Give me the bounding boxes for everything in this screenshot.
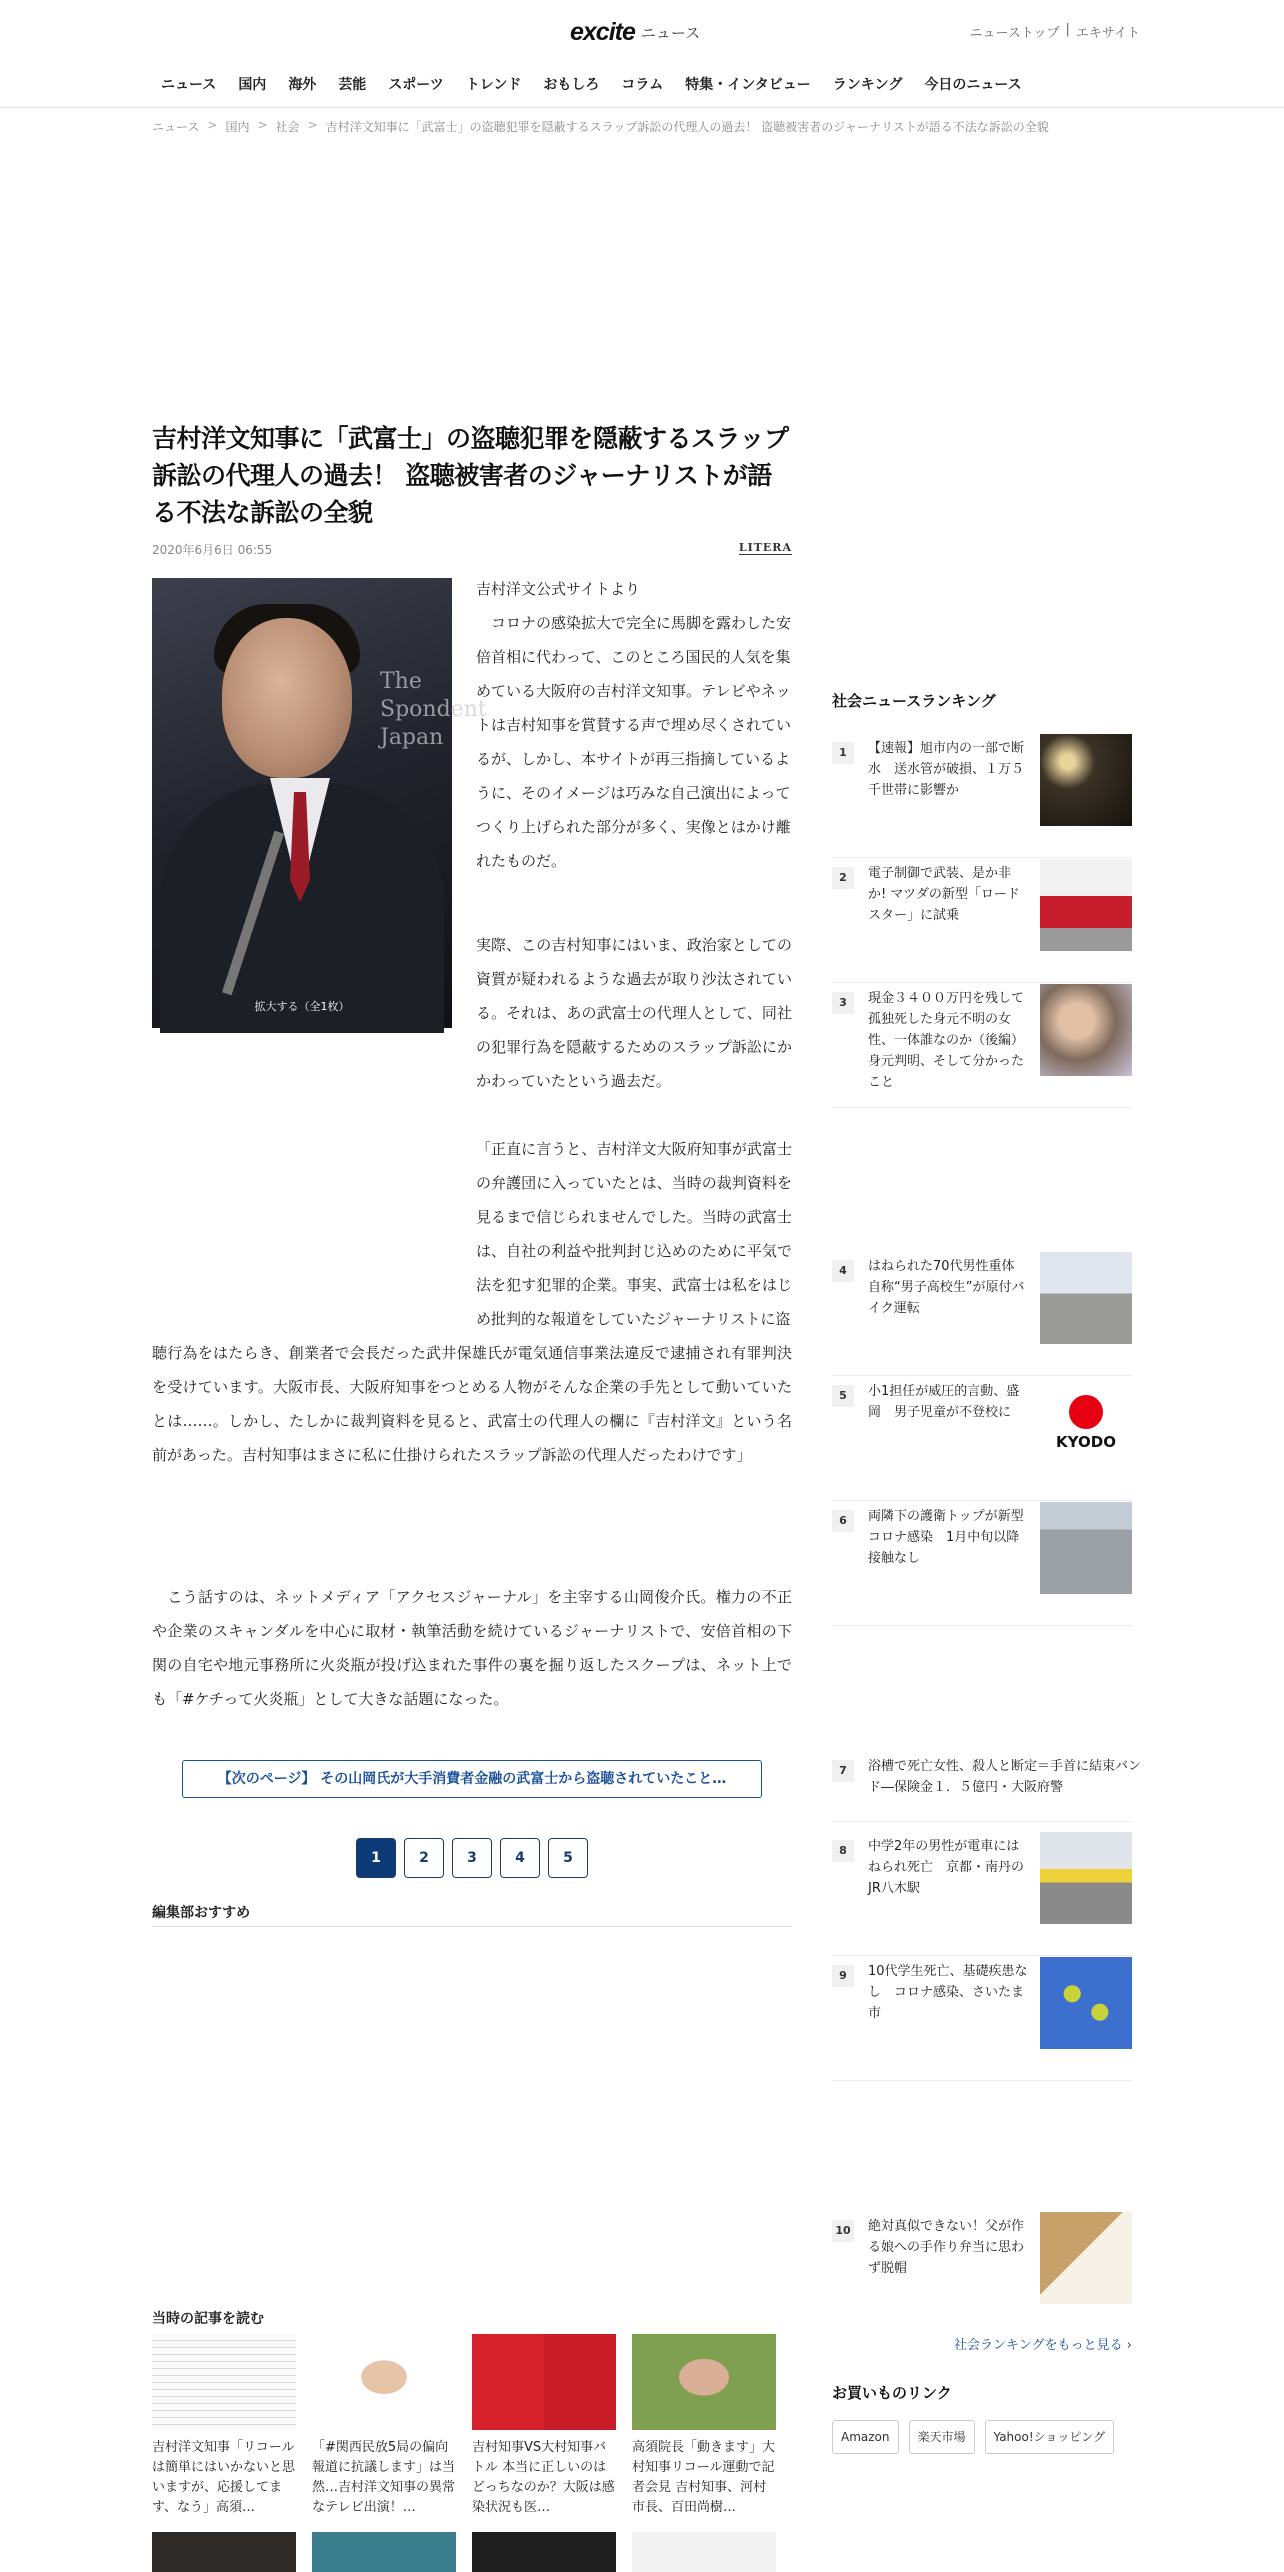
rank-number: 2	[832, 867, 854, 889]
ranking-item[interactable]	[832, 1377, 1132, 1501]
source-logo[interactable]: LITERA	[738, 541, 792, 554]
breadcrumb	[152, 118, 1049, 135]
ranking-item[interactable]	[832, 984, 1132, 1108]
next-page-link[interactable]: 【次のページ】 その山岡氏が大手消費者金融の武富士から盗聴されていたこと…	[182, 1760, 762, 1798]
page-5-button[interactable]: 5	[548, 1838, 588, 1878]
paragraph-3a: 「正直に言うと、吉村洋文大阪府知事が武富士の弁護団に入っていたとは、当時の裁判資料を見るまで信じられませんでした。当時の武富士は、自社の利益や批判封じ込めのために平気で法を犯す犯罪的企業。事実、武富士は私をはじめ批判的な報道をしていたジャーナリストに盗	[476, 1140, 792, 1328]
rank-number: 9	[832, 1965, 854, 1987]
rank-number: 3	[832, 992, 854, 1014]
rank-headline: 10代学生死亡、基礎疾患なし コロナ感染、さいたま市	[868, 1964, 1028, 2021]
top-links	[970, 22, 1140, 41]
nav-item-news[interactable]: ニュース	[161, 77, 217, 93]
ranking-item[interactable]	[832, 2212, 1132, 2336]
paragraph-2: 実際、この吉村知事にはいま、政治家としての資質が疑われるような過去が取り沙汰されている。それは、あの武富士の代理人として、同社の犯罪行為を隠蔽するためのスラップ訴訟にかかわっていたという過去だ。	[476, 936, 792, 1090]
nav-item-sports[interactable]: スポーツ	[388, 77, 444, 93]
breadcrumb-society[interactable]: 社会	[275, 120, 300, 134]
related-articles	[152, 2334, 776, 2518]
rank-thumbnail	[1040, 984, 1132, 1076]
rank-thumbnail	[1040, 1832, 1132, 1924]
nav-item-domestic[interactable]: 国内	[238, 77, 267, 93]
kyodo-logo-mark	[1069, 1395, 1103, 1429]
page-3-button[interactable]: 3	[452, 1838, 492, 1878]
nav-item-world[interactable]: 海外	[288, 77, 317, 93]
rank-number: 5	[832, 1385, 854, 1407]
news-top-link[interactable]: ニューストップ	[969, 26, 1060, 41]
related-thumbnail[interactable]	[472, 2532, 616, 2572]
page-4-button[interactable]: 4	[500, 1838, 540, 1878]
rank-thumbnail	[1040, 1377, 1132, 1469]
related-thumbnail	[312, 2334, 456, 2430]
related-item[interactable]	[152, 2334, 296, 2518]
rank-thumbnail	[1040, 1957, 1132, 2049]
related-item-text: 吉村知事VS大村知事バトル 本当に正しいのはどっちなのか？大阪は感染状況も医…	[472, 2440, 615, 2515]
rank-headline: 小1担任が威圧的言動、盛岡 男子児童が不登校に	[868, 1384, 1020, 1420]
shop-link-yahoo[interactable]: Yahoo!ショッピング	[985, 2420, 1115, 2454]
rank-number: 4	[832, 1260, 854, 1282]
related-title: 当時の記事を読む	[152, 2311, 264, 2327]
related-thumbnail	[632, 2334, 776, 2430]
paragraph-1: コロナの感染拡大で完全に馬脚を露わした安倍首相に代わって、このところ国民的人気を集めている大阪府の吉村洋文知事。テレビやネットは吉村知事を賞賛する声で埋め尽くされているが、しかし、本サイトが再三指摘しているように、そのイメージは巧みな自己演出によってつくり上げられた部分が多く、実像とはかけ離れたものだ。	[476, 614, 792, 870]
excite-link[interactable]: エキサイト	[1075, 26, 1140, 41]
photo-credit: 吉村洋文公式サイトより	[476, 580, 640, 598]
rank-headline: 現金３４００万円を残して孤独死した身元不明の女性、一体誰なのか（後編） 身元判明、そして分かったこと	[868, 991, 1031, 1090]
related-item-text: 高須院長「動きます」大村知事リコール運動で記者会見 吉村知事、河村市長、百田尚樹…	[632, 2440, 776, 2515]
article-title: 吉村洋文知事に「武富士」の盗聴犯罪を隠蔽するスラップ訴訟の代理人の過去！ 盗聴被害者のジャーナリストが語る不法な訴訟の全貌	[152, 424, 789, 527]
related-thumbnail[interactable]	[632, 2532, 776, 2572]
related-thumbnail[interactable]	[152, 2532, 296, 2572]
rank-thumbnail	[1040, 1502, 1132, 1594]
rank-number: 6	[832, 1510, 854, 1532]
ranking-more-text: 社会ランキングをもっと見る	[954, 2338, 1123, 2353]
breadcrumb-current: 吉村洋文知事に「武富士」の盗聴犯罪を隠蔽するスラップ訴訟の代理人の過去！ 盗聴被害者のジャーナリストが語る不法な訴訟の全貌	[325, 120, 1049, 134]
related-item-text: 吉村洋文知事「リコールは簡単にはいかないと思いますが、応援してます、なう」高須…	[152, 2440, 296, 2515]
recommend-title: 編集部おすすめ	[152, 1905, 251, 1921]
ranking-more-link[interactable]	[832, 2334, 1132, 2353]
rank-number: 10	[832, 2220, 854, 2242]
ranking-item[interactable]	[832, 1752, 1142, 1822]
paragraph-4: こう話すのは、ネットメディア「アクセスジャーナル」を主宰する山岡俊介氏。権力の不正や企業のスキャンダルを中心に取材・執筆活動を続けているジャーナリストで、安倍首相の下関の自宅や地元事務所に火炎瓶が投げ込まれた事件の裏を掘り返したスクープは、ネット上でも「#ケチって火炎瓶」として大きな話題になった。	[152, 1588, 792, 1708]
rank-thumbnail	[1040, 859, 1132, 951]
rank-headline: 電子制御で武装、是か非か! マツダの新型「ロードスター」に試乗	[868, 866, 1020, 923]
rank-headline: 両隣下の護衛トップが新型コロナ感染 1月中旬以降接触なし	[868, 1509, 1024, 1566]
related-thumbnail[interactable]	[312, 2532, 456, 2572]
chevron-right-icon: ›	[1126, 2338, 1132, 2353]
related-item-text: 「#関西民放5局の偏向報道に抗議します」は当然…吉村洋文知事の異常なテレビ出演！…	[312, 2440, 456, 2515]
related-thumbnail	[152, 2334, 296, 2430]
kyodo-logo-text: KYODO	[1056, 1433, 1116, 1451]
article-lead	[476, 572, 792, 878]
nav-item-column[interactable]: コラム	[621, 77, 664, 93]
shop-link-rakuten[interactable]: 楽天市場	[909, 2420, 975, 2454]
shopping-title: お買いものリンク	[832, 2384, 952, 2402]
ranking-item[interactable]	[832, 1252, 1132, 1376]
related-thumbnail	[472, 2334, 616, 2430]
related-articles-row-2	[152, 2532, 776, 2572]
photo-background-text: The Spondent Japan	[380, 669, 487, 750]
page-2-button[interactable]: 2	[404, 1838, 444, 1878]
rank-headline: 【速報】旭市内の一部で断水 送水管が破損、１万５千世帯に影響か	[868, 741, 1025, 798]
shopping-links	[832, 2420, 1114, 2454]
pagination	[356, 1838, 588, 1878]
rank-headline: 絶対真似できない！父が作る娘への手作り弁当に思わず脱帽	[868, 2219, 1025, 2276]
ranking-item[interactable]	[832, 859, 1132, 983]
nav-item-funny[interactable]: おもしろ	[543, 77, 600, 93]
rank-headline: 中学2年の男性が電車にはねられ死亡 京都・南丹のJR八木駅	[868, 1839, 1025, 1896]
breadcrumb-news[interactable]: ニュース	[152, 120, 200, 134]
rank-number: 8	[832, 1840, 854, 1862]
rank-headline: はねられた70代男性重体 自称“男子高校生”が原付バイク運転	[868, 1259, 1028, 1316]
rank-headline: 浴槽で死亡女性、殺人と断定＝手首に結束バンド―保険金１．５億円・大阪府警	[868, 1759, 1142, 1795]
breadcrumb-separator: >	[257, 118, 268, 132]
rank-thumbnail	[1040, 734, 1132, 826]
related-item[interactable]	[632, 2334, 776, 2518]
related-item[interactable]	[312, 2334, 456, 2518]
recommend-divider	[152, 1926, 792, 1927]
logo-text: excite	[570, 17, 635, 46]
ranking-item[interactable]	[832, 734, 1132, 858]
site-logo[interactable]	[570, 14, 700, 50]
photo-enlarge-caption[interactable]: 拡大する（全1枚）	[254, 1000, 350, 1013]
ranking-item[interactable]	[832, 1832, 1132, 1956]
related-item[interactable]	[472, 2334, 616, 2518]
article-main	[152, 420, 792, 2515]
ranking-item[interactable]	[832, 1957, 1132, 2081]
rank-thumbnail	[1040, 1252, 1132, 1344]
nav-item-trend[interactable]: トレンド	[465, 77, 522, 93]
nav-item-today[interactable]: 今日のニュース	[924, 77, 1022, 93]
rank-number: 1	[832, 742, 854, 764]
breadcrumb-separator: >	[207, 118, 218, 132]
site-header	[0, 0, 1284, 108]
photo-face	[222, 618, 352, 778]
ranking-item[interactable]	[832, 1502, 1132, 1626]
logo-subtitle: ニュース	[640, 23, 701, 42]
article-date: 2020年6月6日 06:55	[152, 543, 273, 557]
global-nav	[150, 70, 1033, 100]
shop-link-amazon[interactable]: Amazon	[832, 2420, 899, 2454]
paragraph-3b: 聴行為をはたらき、創業者で会長だった武井保雄氏が電気通信事業法違反で逮捕され有罪判決を受けています。大阪市長、大阪府知事をつとめる人物がそんな企業の手先として動いていたとは……。しかし、たしかに裁判資料を見ると、武富士の代理人の欄に『吉村洋文』という名前があった。吉村知事はまさに私に仕掛けられたスラップ訴訟の代理人だったわけです」	[152, 1344, 792, 1464]
rank-thumbnail	[1040, 2212, 1132, 2304]
nav-item-ranking[interactable]: ランキング	[832, 77, 903, 93]
nav-item-entertainment[interactable]: 芸能	[338, 77, 367, 93]
breadcrumb-separator: >	[307, 118, 318, 132]
nav-item-features[interactable]: 特集・インタビュー	[685, 77, 811, 93]
rank-number: 7	[832, 1760, 854, 1782]
ranking-title: 社会ニュースランキング	[832, 692, 996, 710]
breadcrumb-domestic[interactable]: 国内	[225, 120, 250, 134]
article-meta	[152, 535, 792, 565]
page-1-button[interactable]: 1	[356, 1838, 396, 1878]
top-links-separator: |	[1065, 22, 1070, 37]
